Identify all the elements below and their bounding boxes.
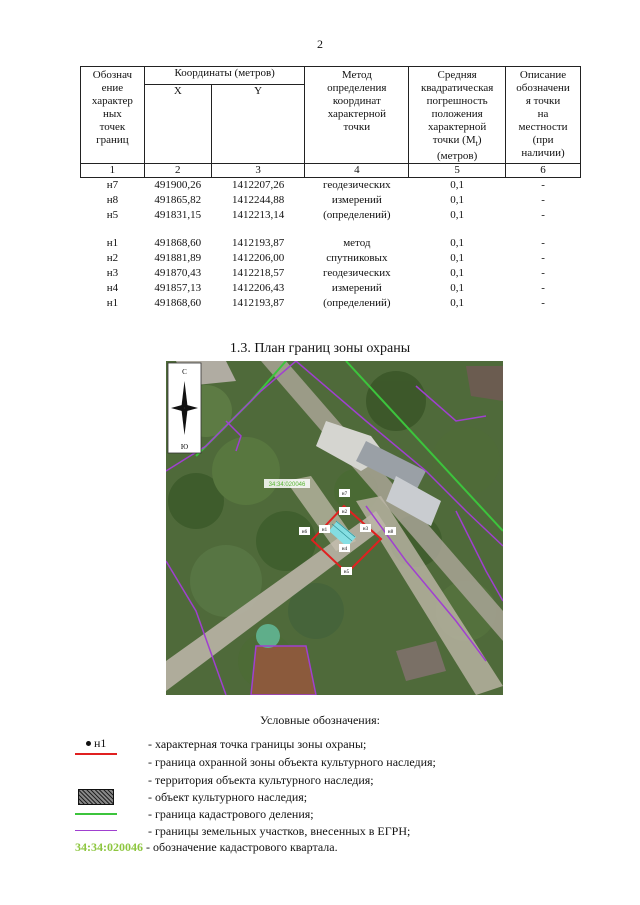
- cell-x: 491857,13: [154, 282, 202, 295]
- column-number: 2: [144, 164, 211, 178]
- cell-y: 1412213,14: [231, 209, 285, 222]
- legend-point-symbol: [75, 735, 125, 753]
- plan-title: 1.3. План границ зоны охраны: [229, 341, 411, 356]
- legend-symbol: [75, 753, 125, 771]
- cell-error: 0,1: [450, 237, 465, 250]
- point-label: н4: [341, 547, 348, 552]
- purple-line-icon: [75, 830, 117, 831]
- cell-y: 1412193,87: [231, 237, 285, 250]
- boundary-map: [166, 361, 503, 695]
- legend-text: - объект культурного наследия;: [148, 790, 308, 804]
- legend-item-heritage-object: [75, 788, 595, 806]
- table-row: [81, 193, 581, 208]
- page-number: 2: [317, 37, 323, 51]
- hatched-box-icon: [78, 789, 114, 805]
- column-number: 3: [211, 164, 305, 178]
- cell-error: 0,1: [450, 194, 465, 207]
- cell-method: геодезических: [323, 179, 391, 192]
- cell-method: (определений): [323, 209, 391, 222]
- cell-desc: -: [541, 267, 545, 280]
- cell-method: измерений: [331, 282, 382, 295]
- header-y: Y: [211, 85, 305, 164]
- cell-desc: -: [541, 297, 545, 310]
- header-method: Метод определения координат характерной точки: [305, 67, 409, 164]
- table-row: [81, 296, 581, 311]
- legend-text: - территория объекта культурного наследия;: [148, 773, 374, 787]
- legend-symbol: [75, 822, 125, 840]
- table-row: [81, 251, 581, 266]
- compass-rose: [168, 363, 201, 453]
- cell-x: 491870,43: [154, 267, 202, 280]
- cell-x: 491868,60: [154, 297, 202, 310]
- table-row: [81, 266, 581, 281]
- spacer-row: [81, 223, 581, 236]
- legend-item-point: [75, 735, 595, 753]
- cell-error: 0,1: [450, 297, 465, 310]
- cell-method: метод: [343, 237, 371, 250]
- cell-desc: -: [541, 194, 545, 207]
- cell-method: геодезических: [323, 267, 391, 280]
- legend-title: Условные обозначения:: [259, 713, 381, 727]
- column-number: 4: [305, 164, 409, 178]
- legend-text: - граница охранной зоны объекта культурного наследия;: [148, 755, 436, 769]
- table-row: [81, 178, 581, 194]
- cadastral-quarter-label: 34:34:020046: [268, 482, 306, 488]
- cell-point: н4: [106, 282, 119, 295]
- legend-symbol: [75, 805, 125, 823]
- map-svg: [166, 361, 503, 695]
- header-x: X: [144, 85, 211, 164]
- red-line-icon: [75, 753, 117, 755]
- legend-item-zone-boundary: [75, 753, 595, 771]
- cell-point: н8: [106, 194, 119, 207]
- table-row: [81, 281, 581, 296]
- point-label: н8: [387, 530, 394, 535]
- header-error: Средняя квадратическая погрешность положения характерной точки $(M_t)$ (метров): [409, 67, 506, 164]
- cell-x: 491831,15: [154, 209, 202, 222]
- cell-method: спутниковых: [326, 252, 388, 265]
- cell-error: 0,1: [450, 267, 465, 280]
- header-description: Описание обозначени я точки на местности (при наличии): [506, 67, 581, 164]
- cell-method: измерений: [331, 194, 382, 207]
- column-number: 1: [81, 164, 145, 178]
- fountain: [256, 624, 280, 648]
- green-line-icon: [75, 813, 117, 815]
- legend-text: - характерная точка границы зоны охраны;: [148, 737, 367, 751]
- legend-item-land-plots: [75, 822, 595, 840]
- cell-desc: -: [541, 252, 545, 265]
- cell-x: 491881,89: [154, 252, 202, 265]
- legend-item-cadastral-division: [75, 805, 595, 823]
- cell-desc: -: [541, 209, 545, 222]
- legend-item-cadastral-quarter: [75, 840, 338, 855]
- cell-x: 491900,26: [154, 179, 202, 192]
- building: [251, 646, 316, 695]
- cadastral-code-sample: 34:34:020046: [75, 840, 143, 854]
- column-number: 6: [506, 164, 581, 178]
- cell-error: 0,1: [450, 252, 465, 265]
- cell-point: н5: [106, 209, 119, 222]
- legend-point-sample: н1: [94, 736, 107, 750]
- cell-point: н3: [106, 267, 119, 280]
- cell-y: 1412206,43: [231, 282, 285, 295]
- cell-method: (определений): [323, 297, 391, 310]
- cell-desc: -: [541, 179, 545, 192]
- point-label: н6: [301, 530, 308, 535]
- table-row: [81, 236, 581, 251]
- cell-point: н7: [106, 179, 119, 192]
- cell-error: 0,1: [450, 209, 465, 222]
- point-label: н1: [321, 528, 328, 533]
- cell-point: н1: [106, 297, 119, 310]
- cell-y: 1412206,00: [231, 252, 285, 265]
- header-designation: Обознач ение характер ных точек границ: [81, 67, 145, 164]
- table-row: [81, 208, 581, 223]
- cell-point: н1: [106, 237, 119, 250]
- cell-error: 0,1: [450, 179, 465, 192]
- legend-item-heritage-territory: [75, 771, 595, 789]
- coordinates-table: [80, 66, 581, 311]
- cell-y: 1412218,57: [231, 267, 285, 280]
- cell-y: 1412244,88: [231, 194, 285, 207]
- compass-north-label: С: [182, 368, 187, 376]
- legend-text: - границы земельных участков, внесенных в ЕГРН;: [148, 824, 411, 838]
- legend-text: - обозначение кадастрового квартала.: [146, 840, 338, 854]
- point-label: н5: [343, 570, 350, 575]
- cell-point: н2: [106, 252, 119, 265]
- legend-text: - граница кадастрового деления;: [148, 807, 314, 821]
- building: [466, 366, 503, 401]
- cell-error: 0,1: [450, 282, 465, 295]
- column-number-row: [81, 164, 581, 178]
- header-coordinates: Координаты (метров): [144, 67, 305, 85]
- point-dot-icon: [86, 741, 91, 746]
- cell-desc: -: [541, 282, 545, 295]
- cell-desc: -: [541, 237, 545, 250]
- point-label: н3: [362, 527, 369, 532]
- cell-y: 1412193,87: [231, 297, 285, 310]
- column-number: 5: [409, 164, 506, 178]
- legend-symbol: [75, 788, 125, 806]
- point-label: н2: [341, 510, 348, 515]
- cell-y: 1412207,26: [231, 179, 285, 192]
- cell-x: 491865,82: [154, 194, 202, 207]
- cell-x: 491868,60: [154, 237, 202, 250]
- point-label: н7: [341, 492, 348, 497]
- compass-south-label: Ю: [180, 443, 189, 451]
